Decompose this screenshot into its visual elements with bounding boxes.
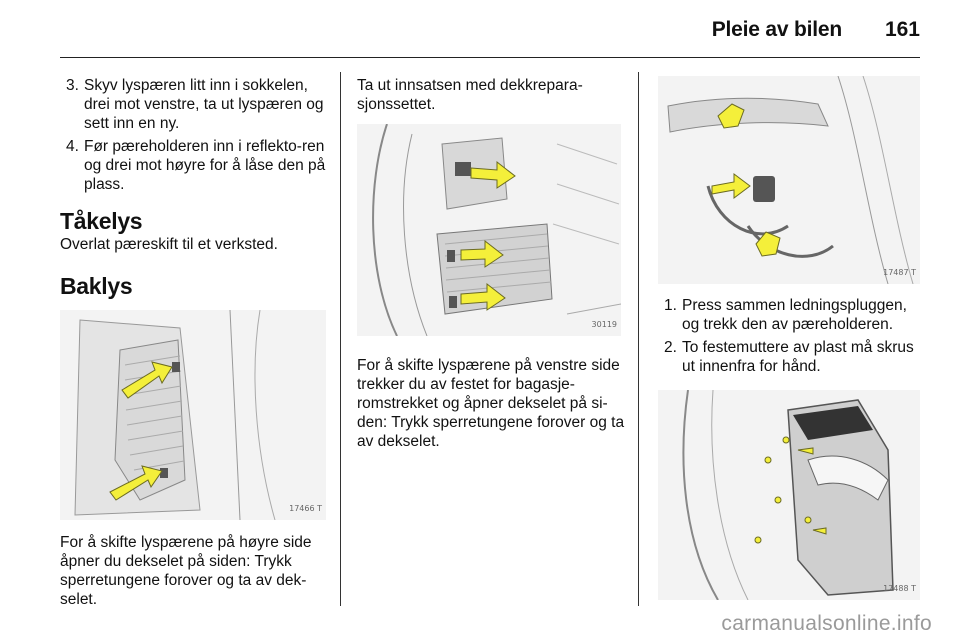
step-text: Skyv lyspæren litt inn i sokkelen, drei mot venstre, ta ut lyspæren og sett inn en ny. — [84, 77, 324, 132]
section-heading-tail-light: Baklys — [60, 273, 133, 299]
intro-text: Ta ut innsatsen med dekkrepara-sjonssettet. — [357, 77, 583, 113]
steps-list — [60, 76, 328, 194]
list-item — [658, 338, 928, 376]
figure-caption: For å skifte lyspærene på høyre side åpner du dekselet på siden: Trykk sperretungene forover og ta av dek-selet. — [60, 534, 312, 608]
page-number: 161 — [884, 18, 920, 41]
step-number: 2. — [664, 339, 677, 356]
list-item — [658, 296, 928, 334]
steps-list — [658, 296, 928, 376]
column-left — [60, 76, 328, 609]
step-number: 3. — [66, 77, 79, 94]
column-divider — [638, 72, 639, 606]
figure-left-side-cover — [357, 124, 621, 336]
figure-code: 17466 T — [289, 504, 322, 513]
watermark-text: carmanualsonline.info — [721, 612, 932, 635]
figure-code: 30119 — [591, 320, 617, 329]
illustration-wiring — [658, 76, 920, 284]
column-divider — [340, 72, 341, 606]
figure-right-side-cover — [60, 310, 326, 520]
step-text: To festemuttere av plast må skrus ut innenfra for hånd. — [682, 339, 914, 375]
column-middle — [357, 76, 625, 451]
figure-code: 17488 T — [883, 584, 916, 593]
step-text: Press sammen ledningspluggen, og trekk den av pæreholderen. — [682, 297, 907, 333]
section-heading-fog-light: Tåkelys — [60, 208, 143, 234]
column-right — [658, 76, 928, 600]
step-text: Før pæreholderen inn i reflekto-ren og drei mot høyre for å låse den på plass. — [84, 138, 326, 193]
list-item — [60, 137, 328, 194]
step-number: 4. — [66, 138, 79, 155]
figure-code: 17487 T — [883, 268, 916, 277]
illustration-right-panel — [60, 310, 326, 520]
section-text-fog-light: Overlat pæreskift til et verksted. — [60, 236, 278, 253]
figure-lamp-nuts — [658, 390, 920, 600]
step-number: 1. — [664, 297, 677, 314]
figure-caption: For å skifte lyspærene på venstre side trekker du av festet for bagasje-romstrekket og åpner dekselet på si-den: Trykk sperretungene forover og ta av dekselet. — [357, 357, 625, 450]
illustration-lamp-removal — [658, 390, 920, 600]
page-title: Pleie av bilen — [711, 18, 842, 41]
list-item — [60, 76, 328, 133]
figure-connector — [658, 76, 920, 284]
illustration-trunk — [357, 124, 621, 336]
page-header — [60, 0, 920, 58]
